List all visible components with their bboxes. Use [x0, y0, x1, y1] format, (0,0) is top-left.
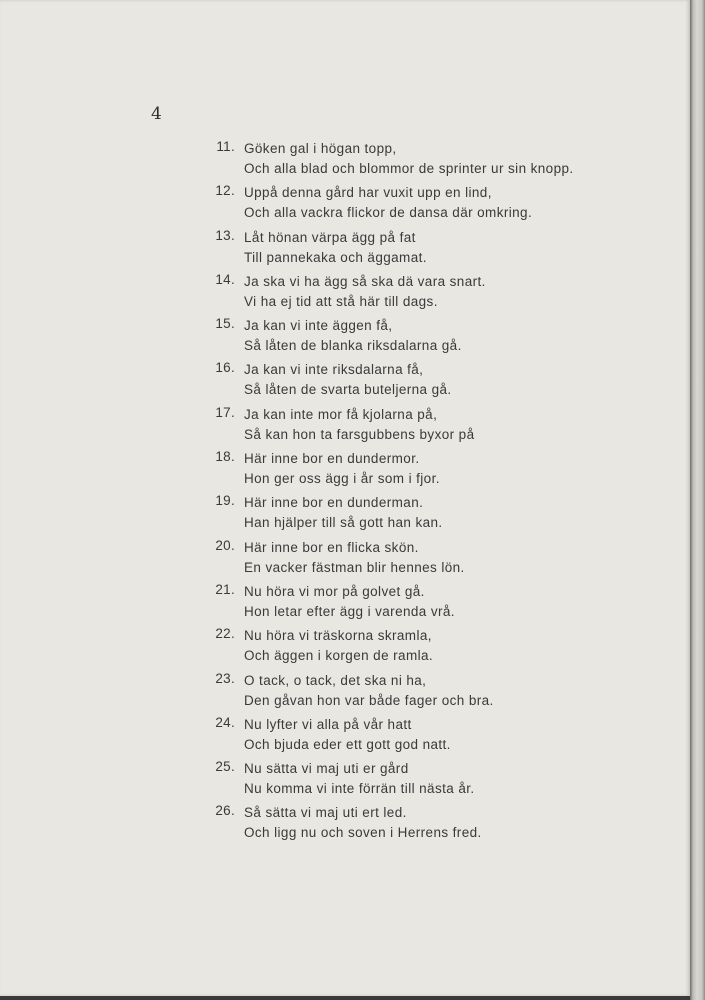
verse-number: 22.: [215, 626, 235, 642]
verse-number: 24.: [215, 714, 235, 730]
verse-text: [244, 228, 427, 268]
verse-line: Nu höra vi träskorna skramla,: [244, 628, 432, 644]
verse-line: Ja kan vi inte riksdalarna få,: [244, 362, 424, 378]
verse-number: 12.: [215, 183, 235, 199]
verse-line: Och alla vackra flickor de dansa där omkring.: [244, 205, 533, 221]
verse-number: 26.: [215, 803, 235, 819]
page-edge: [690, 0, 705, 1000]
verse-text: [244, 626, 433, 666]
verse-line: Så låten de svarta buteljerna gå.: [244, 382, 452, 398]
verse-text: [244, 360, 452, 400]
verse-text: [244, 405, 475, 445]
verse: [0, 272, 690, 316]
verse-text: [244, 139, 574, 179]
verse-line: Ja ska vi ha ägg så ska dä vara snart.: [244, 273, 486, 289]
verse: [0, 405, 690, 449]
verse-line: Låt hönan värpa ägg på fat: [244, 229, 416, 245]
verse-number: 20.: [215, 537, 235, 553]
verse-text: [244, 183, 532, 223]
verse-list: [0, 139, 690, 848]
verse-line: Ja kan vi inte äggen få,: [244, 318, 393, 334]
verse-line: Vi ha ej tid att stå här till dags.: [244, 293, 438, 309]
verse-line: Till pannekaka och äggamat.: [244, 249, 427, 265]
verse-line: Den gåvan hon var både fager och bra.: [244, 692, 494, 708]
verse: [0, 493, 690, 537]
verse-text: [244, 272, 486, 312]
verse-line: Hon ger oss ägg i år som i fjor.: [244, 471, 440, 487]
verse-number: 15.: [215, 316, 235, 332]
verse: [0, 139, 690, 183]
verse-number: 17.: [215, 404, 235, 420]
verse: [0, 582, 690, 626]
verse-line: Och ligg nu och soven i Herrens fred.: [244, 825, 482, 841]
verse-line: Och alla blad och blommor de sprinter ur sin knopp.: [244, 161, 574, 176]
verse-line: Här inne bor en dundermor.: [244, 451, 420, 467]
verse-line: Uppå denna gård har vuxit upp en lind,: [244, 185, 492, 201]
verse-line: Så låten de blanka riksdalarna gå.: [244, 338, 462, 354]
verse-text: [244, 449, 440, 489]
verse-number: 25.: [215, 759, 235, 775]
verse-line: Nu höra vi mor på golvet gå.: [244, 583, 425, 599]
verse-line: Och bjuda eder ett gott god natt.: [244, 736, 451, 752]
verse-number: 13.: [215, 227, 235, 243]
verse-line: Nu sätta vi maj uti er gård: [244, 761, 409, 777]
verse-line: Han hjälper till så gott han kan.: [244, 515, 443, 531]
verse-line: Nu komma vi inte förrän till nästa år.: [244, 781, 475, 797]
verse: [0, 715, 690, 759]
verse-number: 23.: [215, 670, 235, 686]
verse: [0, 626, 690, 670]
verse-number: 21.: [215, 581, 235, 597]
verse-line: Ja kan inte mor få kjolarna på,: [244, 406, 438, 422]
verse-number: 19.: [215, 493, 235, 509]
verse: [0, 360, 690, 404]
verse-number: 11.: [216, 139, 235, 154]
verse: [0, 759, 690, 803]
verse-text: [244, 759, 475, 799]
verse-line: Så sätta vi maj uti ert led.: [244, 805, 407, 821]
page-number: 4: [151, 104, 162, 124]
verse-number: 18.: [215, 449, 235, 465]
page-bottom-edge: [0, 996, 690, 1000]
verse-line: Nu lyfter vi alla på vår hatt: [244, 716, 412, 732]
verse-number: 16.: [215, 360, 235, 376]
verse-line: Och äggen i korgen de ramla.: [244, 648, 434, 664]
verse-text: [244, 715, 451, 755]
verse: [0, 228, 690, 272]
verse-text: [244, 671, 494, 711]
verse-text: [244, 538, 465, 578]
verse-number: 14.: [215, 271, 235, 287]
verse-text: [244, 316, 462, 356]
verse-line: Här inne bor en flicka skön.: [244, 539, 419, 555]
verse-line: O tack, o tack, det ska ni ha,: [244, 672, 427, 688]
verse: [0, 183, 690, 227]
verse: [0, 803, 690, 847]
verse-line: Hon letar efter ägg i varenda vrå.: [244, 603, 455, 619]
verse: [0, 449, 690, 493]
verse: [0, 316, 690, 360]
verse-line: Göken gal i högan topp,: [244, 141, 397, 156]
verse-line: Så kan hon ta farsgubbens byxor på: [244, 426, 475, 442]
verse: [0, 538, 690, 582]
verse-line: Här inne bor en dunderman.: [244, 495, 424, 511]
verse-text: [244, 582, 455, 622]
verse-text: [244, 803, 482, 843]
verse-text: [244, 493, 443, 533]
verse: [0, 671, 690, 715]
verse-line: En vacker fästman blir hennes lön.: [244, 559, 465, 575]
